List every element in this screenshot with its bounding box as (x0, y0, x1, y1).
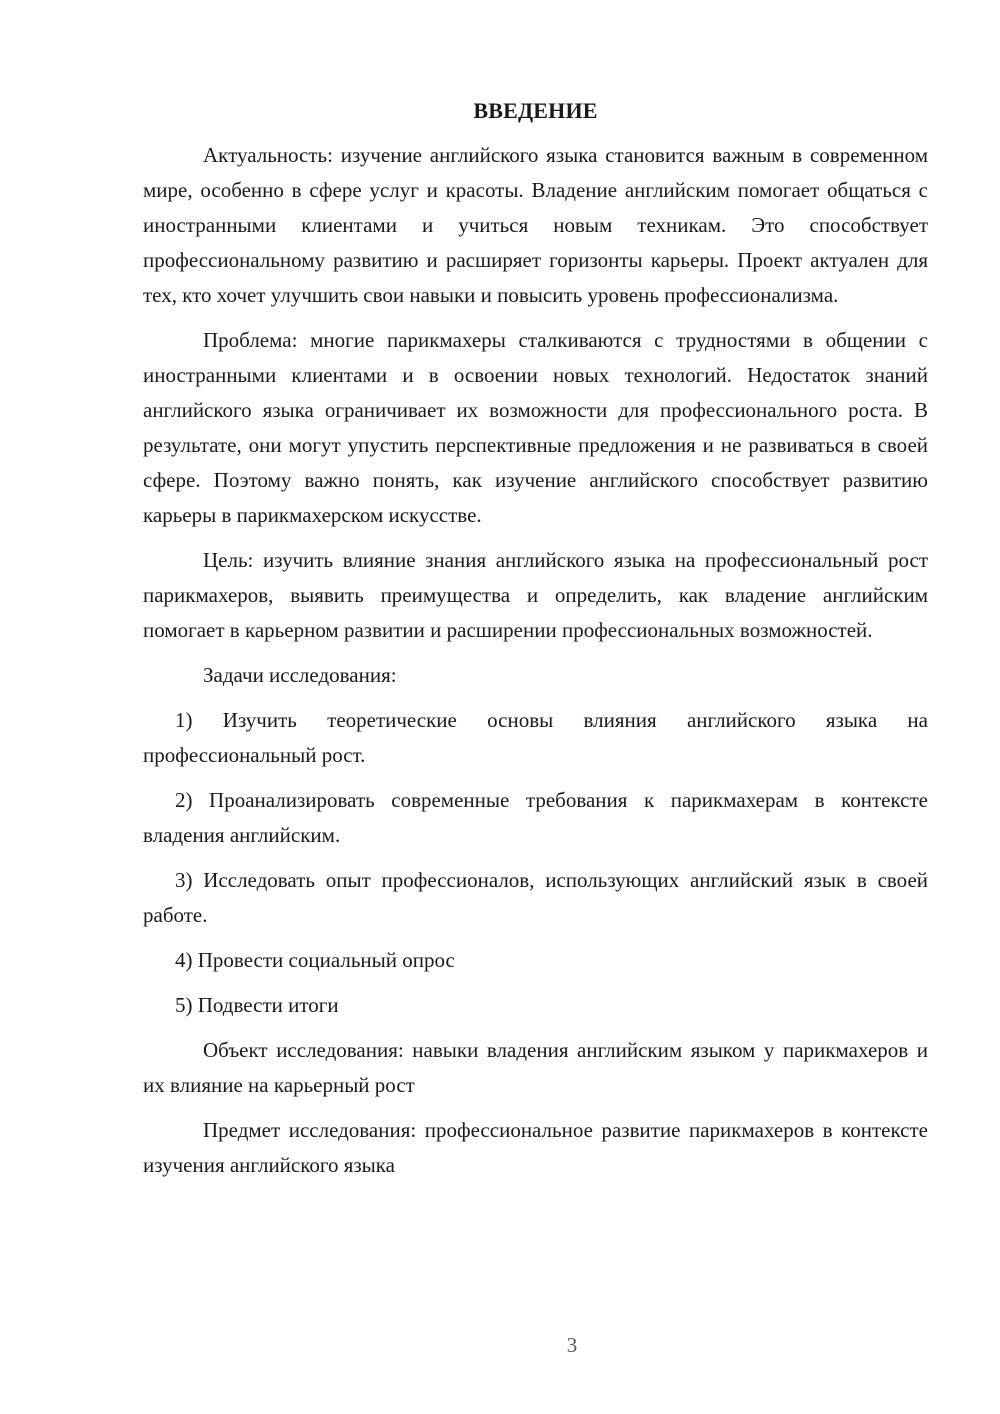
task-item-3: 3) Исследовать опыт профессионалов, использующих английский язык в своей работе. (143, 868, 928, 927)
section-heading: ВВЕДЕНИЕ (473, 98, 598, 123)
document-body (143, 93, 928, 1193)
task-item-2: 2) Проанализировать современные требования к парикмахерам в контексте владения английским. (143, 788, 928, 847)
task-item-1: 1) Изучить теоретические основы влияния английского языка на профессиональный рост. (143, 708, 928, 767)
task-item-5: 5) Подвести итоги (175, 993, 339, 1017)
object-paragraph: Объект исследования: навыки владения английским языком у парикмахеров и их влияние на карьерный рост (143, 1038, 928, 1097)
task-item-4: 4) Провести социальный опрос (175, 948, 455, 972)
page-number: 3 (566, 1333, 578, 1357)
subject-paragraph: Предмет исследования: профессиональное развитие парикмахеров в контексте изучения английского языка (143, 1118, 928, 1177)
goal-paragraph: Цель: изучить влияние знания английского языка на профессиональный рост парикмахеров, выявить преимущества и определить, как владение английским помогает в карьерном развитии и расширении профессиональных возможностей. (143, 548, 928, 642)
problem-paragraph: Проблема: многие парикмахеры сталкиваются с трудностями в общении с иностранными клиентами и в освоении новых технологий. Недостаток знаний английского языка ограничивает их возможности для профессионального роста. В результате, они могут упустить перспективные предложения и не развиваться в своей сфере. Поэтому важно понять, как изучение английского способствует развитию карьеры в парикмахерском искусстве. (143, 328, 928, 527)
tasks-title: Задачи исследования: (203, 663, 397, 687)
relevance-paragraph: Актуальность: изучение английского языка становится важным в современном мире, особенно в сфере услуг и красоты. Владение английским помогает общаться с иностранными клиентами и учиться новым техникам. Это способствует профессиональному развитию и расширяет горизонты карьеры. Проект актуален для тех, кто хочет улучшить свои навыки и повысить уровень профессионализма. (143, 143, 928, 307)
